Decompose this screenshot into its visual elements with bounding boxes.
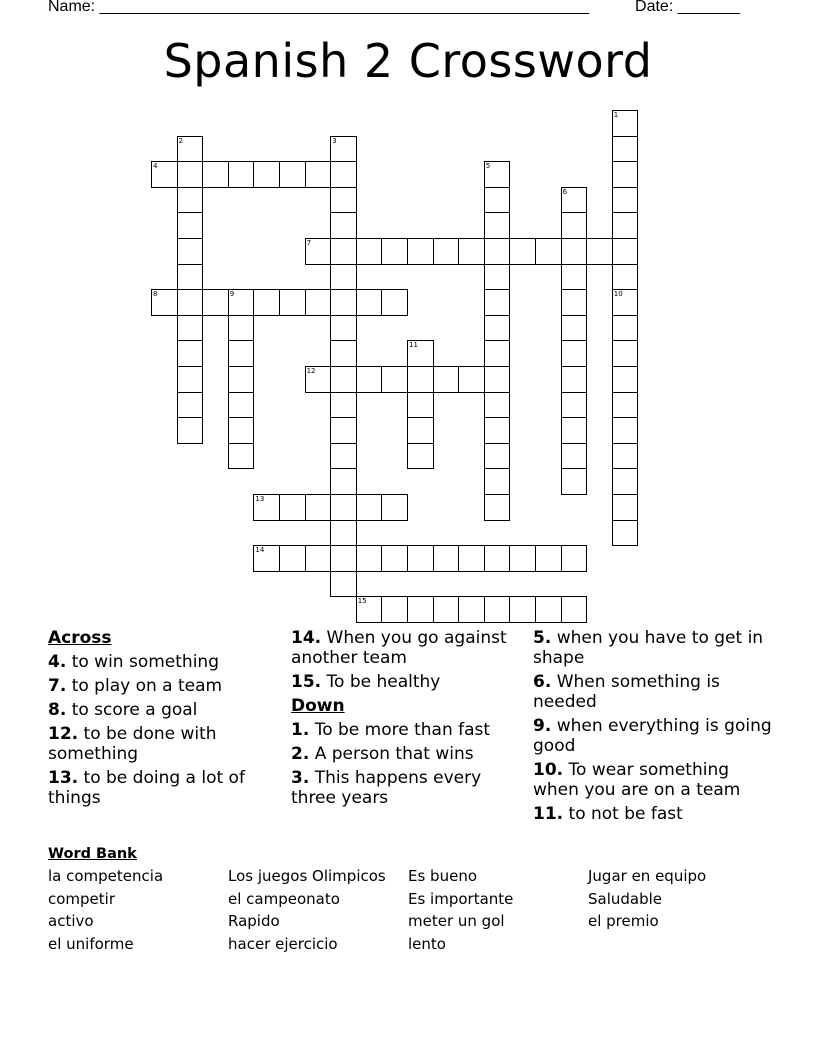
crossword-cell[interactable] [305, 161, 332, 188]
clue-number: 5 [485, 162, 491, 171]
crossword-cell[interactable] [484, 443, 511, 470]
crossword-cell[interactable] [228, 340, 255, 367]
word-bank-item: el campeonato [228, 889, 340, 908]
crossword-cell[interactable] [330, 212, 357, 239]
crossword-cell[interactable] [177, 212, 204, 239]
crossword-cell[interactable] [151, 289, 178, 316]
crossword-cell[interactable] [484, 392, 511, 419]
crossword-cell[interactable] [484, 238, 511, 265]
clue-across-15: 15. To be healthy [291, 672, 441, 692]
crossword-cell[interactable] [279, 545, 306, 572]
crossword-cell[interactable] [407, 392, 434, 419]
clue-number: 14 [255, 546, 265, 555]
crossword-cell[interactable] [484, 340, 511, 367]
crossword-cell[interactable] [561, 187, 588, 214]
crossword-cell[interactable] [305, 366, 332, 393]
word-bank-item: hacer ejercicio [228, 934, 338, 953]
crossword-cell[interactable] [330, 238, 357, 265]
crossword-cell[interactable] [407, 366, 434, 393]
crossword-grid [151, 110, 641, 626]
crossword-cell[interactable] [561, 596, 588, 623]
crossword-cell[interactable] [228, 417, 255, 444]
crossword-cell[interactable] [484, 494, 511, 521]
header-line [48, 0, 740, 16]
crossword-cell[interactable] [177, 340, 204, 367]
crossword-cell[interactable] [330, 289, 357, 316]
crossword-cell[interactable] [330, 443, 357, 470]
crossword-cell[interactable] [484, 417, 511, 444]
crossword-cell[interactable] [484, 596, 511, 623]
crossword-cell[interactable] [330, 417, 357, 444]
crossword-cell[interactable] [407, 596, 434, 623]
date-field-label[interactable]: Date: _______ [635, 0, 740, 15]
crossword-cell[interactable] [177, 289, 204, 316]
crossword-cell[interactable] [381, 289, 408, 316]
crossword-cell[interactable] [381, 596, 408, 623]
crossword-cell[interactable] [561, 264, 588, 291]
crossword-cell[interactable] [612, 289, 639, 316]
crossword-cell[interactable] [509, 596, 536, 623]
name-field-label[interactable]: Name: _______________________________________________________ [48, 0, 589, 15]
word-bank-item: lento [408, 934, 446, 953]
crossword-cell[interactable] [177, 161, 204, 188]
crossword-cell[interactable] [356, 596, 383, 623]
clue-down-5: 5. when you have to get in shape [533, 628, 764, 668]
clue-number: 3 [332, 136, 337, 145]
crossword-cell[interactable] [484, 289, 511, 316]
crossword-cell[interactable] [330, 571, 357, 598]
page-title: Spanish 2 Crossword [163, 34, 653, 88]
clue-number: 1 [613, 111, 619, 119]
word-bank-item: Es bueno [408, 867, 478, 885]
crossword-cell[interactable] [612, 417, 639, 444]
crossword-cell[interactable] [509, 238, 536, 265]
crossword-cell[interactable] [484, 212, 511, 239]
crossword-cell[interactable] [253, 494, 280, 521]
clue-across-12: 12. to be done with something [48, 724, 217, 764]
crossword-cell[interactable] [407, 417, 434, 444]
word-bank-item: activo [48, 912, 94, 930]
crossword-cell[interactable] [330, 136, 357, 163]
clue-across-4: 4. to win something [48, 652, 219, 672]
crossword-cell[interactable] [433, 366, 460, 393]
crossword-cell[interactable] [253, 289, 280, 316]
clue-number: 2 [178, 136, 184, 145]
crossword-cell[interactable] [202, 161, 229, 188]
crossword-cell[interactable] [535, 545, 562, 572]
crossword-cell[interactable] [612, 161, 639, 188]
crossword-cell[interactable] [407, 443, 434, 470]
crossword-cell[interactable] [177, 315, 204, 342]
crossword-cell[interactable] [305, 494, 332, 521]
crossword-cell[interactable] [612, 110, 639, 137]
crossword-cell[interactable] [305, 289, 332, 316]
clue-across-14: 14. When you go against another team [291, 628, 507, 668]
crossword-cell[interactable] [228, 161, 255, 188]
crossword-cell[interactable] [612, 315, 639, 342]
crossword-cell[interactable] [561, 468, 588, 495]
crossword-cell[interactable] [305, 545, 332, 572]
crossword-cell[interactable] [458, 545, 485, 572]
crossword-cell[interactable] [561, 443, 588, 470]
crossword-cell[interactable] [407, 545, 434, 572]
down-heading: Down [291, 696, 345, 716]
crossword-cell[interactable] [484, 366, 511, 393]
crossword-cell[interactable] [177, 187, 204, 214]
crossword-cell[interactable] [433, 545, 460, 572]
crossword-cell[interactable] [612, 443, 639, 470]
crossword-cell[interactable] [356, 366, 383, 393]
crossword-cell[interactable] [381, 494, 408, 521]
crossword-cell[interactable] [484, 315, 511, 342]
crossword-cell[interactable] [381, 366, 408, 393]
word-bank-item: el premio [588, 912, 659, 930]
crossword-cell[interactable] [330, 264, 357, 291]
crossword-cell[interactable] [330, 468, 357, 495]
crossword-cell[interactable] [561, 340, 588, 367]
crossword-cell[interactable] [561, 238, 588, 265]
clue-down-3: 3. This happens every three years [291, 768, 482, 808]
clue-across-13: 13. to be doing a lot of things [48, 768, 245, 808]
crossword-cell[interactable] [330, 315, 357, 342]
crossword-cell[interactable] [228, 289, 255, 316]
crossword-cell[interactable] [484, 545, 511, 572]
crossword-cell[interactable] [612, 392, 639, 419]
crossword-cell[interactable] [330, 545, 357, 572]
crossword-cell[interactable] [177, 366, 204, 393]
crossword-cell[interactable] [561, 212, 588, 239]
clue-down-6: 6. When something is needed [533, 672, 720, 712]
crossword-cell[interactable] [381, 238, 408, 265]
crossword-cell[interactable] [151, 161, 178, 188]
crossword-cell[interactable] [612, 212, 639, 239]
clue-number: 13 [255, 495, 265, 503]
crossword-cell[interactable] [612, 366, 639, 393]
crossword-cell[interactable] [612, 187, 639, 214]
clue-number: 15 [357, 597, 367, 606]
clue-down-1: 1. To be more than fast [291, 720, 491, 740]
crossword-cell[interactable] [561, 289, 588, 316]
crossword-cell[interactable] [228, 392, 255, 419]
word-bank-title: Word Bank [48, 846, 137, 862]
crossword-cell[interactable] [612, 264, 639, 291]
crossword-cell[interactable] [356, 238, 383, 265]
clue-number: 10 [613, 290, 623, 299]
word-bank [48, 867, 768, 957]
crossword-cell[interactable] [279, 494, 306, 521]
word-bank-item: Saludable [588, 889, 663, 908]
word-bank-item: Es importante [408, 889, 514, 908]
crossword-cell[interactable] [433, 238, 460, 265]
crossword-cell[interactable] [535, 596, 562, 623]
word-bank-item: competir [48, 889, 116, 908]
crossword-cell[interactable] [330, 494, 357, 521]
crossword-cell[interactable] [279, 161, 306, 188]
crossword-cell[interactable] [330, 520, 357, 547]
clue-number: 12 [306, 367, 316, 375]
crossword-cell[interactable] [458, 366, 485, 393]
crossword-cell[interactable] [612, 468, 639, 495]
crossword-cell[interactable] [202, 289, 229, 316]
word-bank-item: Jugar en equipo [588, 867, 707, 885]
crossword-cell[interactable] [535, 238, 562, 265]
crossword-cell[interactable] [330, 366, 357, 393]
crossword-cell[interactable] [381, 545, 408, 572]
clue-number: 6 [562, 187, 568, 196]
crossword-cell[interactable] [561, 392, 588, 419]
crossword-cell[interactable] [458, 596, 485, 623]
crossword-cell[interactable] [177, 392, 204, 419]
word-bank-item: meter un gol [408, 912, 505, 930]
word-bank-item: el uniforme [48, 934, 134, 953]
crossword-cell[interactable] [228, 315, 255, 342]
crossword-cell[interactable] [612, 494, 639, 521]
clue-number: 7 [306, 239, 312, 247]
clues-column-2 [291, 628, 521, 812]
crossword-cell[interactable] [228, 366, 255, 393]
crossword-cell[interactable] [561, 366, 588, 393]
clue-down-9: 9. when everything is going good [533, 716, 772, 756]
crossword-cell[interactable] [612, 520, 639, 547]
crossword-cell[interactable] [177, 264, 204, 291]
crossword-cell[interactable] [253, 545, 280, 572]
crossword-cell[interactable] [356, 289, 383, 316]
crossword-cell[interactable] [612, 340, 639, 367]
clue-number: 9 [229, 290, 235, 299]
crossword-cell[interactable] [407, 340, 434, 367]
crossword-cell[interactable] [586, 238, 613, 265]
crossword-cell[interactable] [561, 545, 588, 572]
crossword-cell[interactable] [177, 238, 204, 265]
clue-down-10: 10. To wear something when you are on a team [533, 760, 741, 800]
crossword-cell[interactable] [433, 596, 460, 623]
crossword-cell[interactable] [484, 468, 511, 495]
crossword-cell[interactable] [356, 494, 383, 521]
crossword-cell[interactable] [561, 417, 588, 444]
crossword-cell[interactable] [279, 289, 306, 316]
clue-down-11: 11. to not be fast [533, 804, 683, 824]
word-bank-item: Los juegos Olimpicos [228, 867, 386, 885]
crossword-cell[interactable] [330, 187, 357, 214]
crossword-cell[interactable] [177, 136, 204, 163]
crossword-cell[interactable] [509, 545, 536, 572]
clue-across-8: 8. to score a goal [48, 700, 198, 720]
crossword-cell[interactable] [612, 136, 639, 163]
crossword-cell[interactable] [484, 187, 511, 214]
word-bank-item: la competencia [48, 867, 164, 885]
clue-down-2: 2. A person that wins [291, 744, 474, 764]
clue-number: 11 [409, 341, 418, 350]
clue-number: 8 [153, 290, 158, 299]
crossword-cell[interactable] [330, 161, 357, 188]
crossword-cell[interactable] [253, 161, 280, 188]
crossword-cell[interactable] [177, 417, 204, 444]
crossword-cell[interactable] [458, 238, 485, 265]
clues-column-1 [48, 628, 273, 812]
crossword-cell[interactable] [356, 545, 383, 572]
clues-column-3 [533, 628, 773, 828]
crossword-cell[interactable] [228, 443, 255, 470]
across-heading: Across [48, 628, 112, 648]
crossword-cell[interactable] [561, 315, 588, 342]
crossword-cell[interactable] [305, 238, 332, 265]
crossword-cell[interactable] [407, 238, 434, 265]
crossword-cell[interactable] [484, 161, 511, 188]
crossword-cell[interactable] [612, 238, 639, 265]
clue-number: 4 [153, 162, 158, 171]
crossword-cell[interactable] [330, 392, 357, 419]
crossword-cell[interactable] [484, 264, 511, 291]
word-bank-item: Rapido [228, 912, 280, 930]
clue-across-7: 7. to play on a team [48, 676, 223, 696]
crossword-cell[interactable] [330, 340, 357, 367]
